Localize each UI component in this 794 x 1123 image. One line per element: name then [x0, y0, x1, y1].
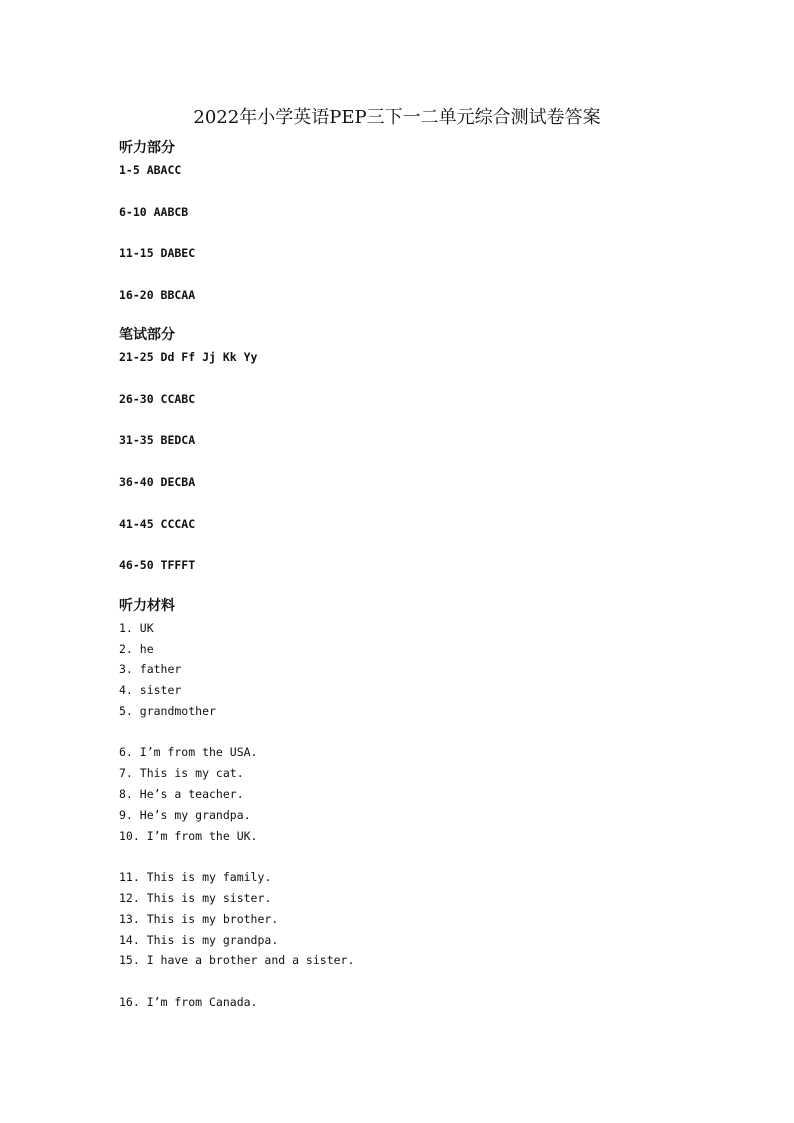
material-line: 15. I have a brother and a sister. [119, 953, 355, 967]
answer-line: 6-10 AABCB [119, 205, 189, 219]
material-section-heading: 听力材料 [119, 598, 175, 614]
answer-line: 11-15 DABEC [119, 246, 196, 260]
answer-line: 31-35 BEDCA [119, 433, 196, 447]
answer-line: 26-30 CCABC [119, 392, 196, 406]
material-line: 11. This is my family. [119, 870, 272, 884]
material-line: 10. I’m from the UK. [119, 829, 258, 843]
material-line: 7. This is my cat. [119, 766, 244, 780]
material-line: 4. sister [119, 683, 182, 697]
material-line: 16. I’m from Canada. [119, 995, 258, 1009]
material-line: 8. He’s a teacher. [119, 787, 244, 801]
material-line: 3. father [119, 662, 182, 676]
material-line: 1. UK [119, 621, 154, 635]
listening-section-heading: 听力部分 [119, 140, 175, 156]
answer-line: 21-25 Dd Ff Jj Kk Yy [119, 350, 258, 364]
material-line: 13. This is my brother. [119, 912, 279, 926]
writing-section-heading: 笔试部分 [119, 327, 175, 343]
answer-line: 36-40 DECBA [119, 475, 196, 489]
material-line: 12. This is my sister. [119, 891, 272, 905]
material-line: 6. I’m from the USA. [119, 745, 258, 759]
answer-line: 1-5 ABACC [119, 163, 182, 177]
material-line: 14. This is my grandpa. [119, 933, 279, 947]
answer-line: 46-50 TFFFT [119, 558, 196, 572]
answer-line: 16-20 BBCAA [119, 288, 196, 302]
material-line: 2. he [119, 642, 154, 656]
material-line: 9. He’s my grandpa. [119, 808, 251, 822]
document-title: 2022年小学英语PEP三下一二单元综合测试卷答案 [193, 107, 601, 128]
material-line: 5. grandmother [119, 704, 216, 718]
answer-line: 41-45 CCCAC [119, 517, 196, 531]
